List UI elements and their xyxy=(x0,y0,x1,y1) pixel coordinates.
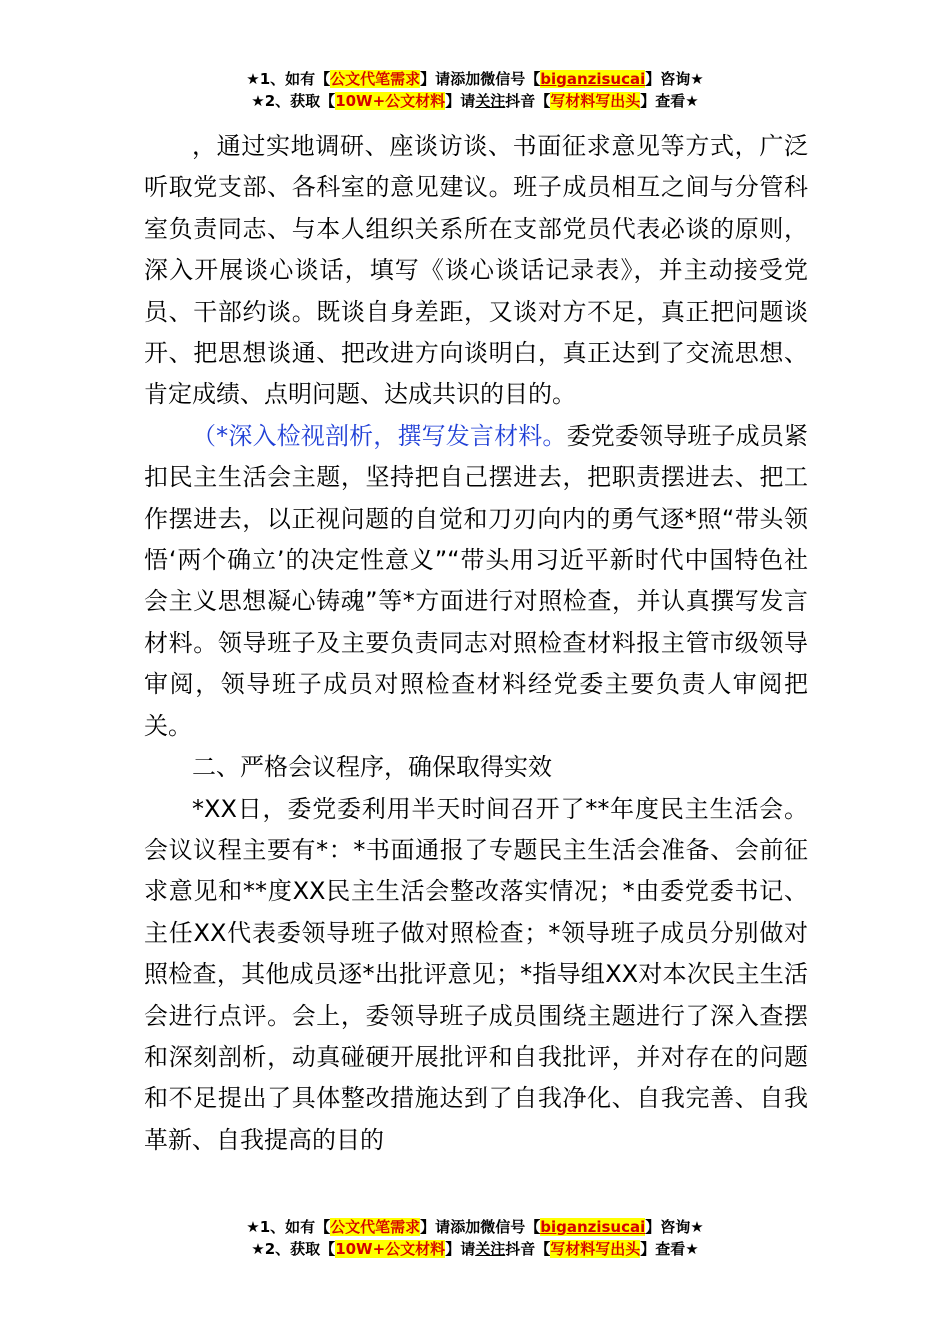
banner-text: ★2、获取【 xyxy=(251,1240,336,1258)
banner-line-1 xyxy=(0,68,950,90)
banner-wechat-id: biganzisucai xyxy=(540,70,646,88)
banner-text: ★2、获取【 xyxy=(251,92,336,110)
banner-highlight: 写材料写出头 xyxy=(550,92,641,110)
banner-line-2 xyxy=(0,1238,950,1260)
banner-text: 】请 xyxy=(420,70,451,88)
banner-text: 抖音【 xyxy=(505,92,551,110)
banner-text: 】请 xyxy=(445,1240,476,1258)
paragraph-2-heading: （*深入检视剖析，撰写发言材料。 xyxy=(192,421,567,450)
banner-line-1 xyxy=(0,1216,950,1238)
banner-highlight: 公文代笔需求 xyxy=(330,1218,421,1236)
banner-highlight: 10W+公文材料 xyxy=(335,1240,446,1258)
paragraph-1: ，通过实地调研、座谈访谈、书面征求意见等方式，广泛听取党支部、各科室的意见建议。班子成员相互之间与分管科室负责同志、与本人组织关系所在支部党员代表必谈的原则，深入开展谈心谈话，填写《谈心谈话记录表》，并主动接受党员、干部约谈。既谈自身差距，又谈对方不足，真正把问题谈开、把思想谈通、把改进方向谈明白，真正达到了交流思想、肯定成绩、点明问题、达成共识的目的。 xyxy=(144,132,808,409)
banner-text: 关注 xyxy=(475,1240,506,1258)
banner-text: 】咨询★ xyxy=(645,70,704,88)
banner-text: 添加 xyxy=(450,1218,481,1236)
banner-text: 】查看★ xyxy=(640,1240,699,1258)
banner-text: 抖音【 xyxy=(505,1240,551,1258)
paragraph-2-text: 委党委领导班子成员紧扣民主生活会主题，坚持把自己摆进去，把职责摆进去、把工作摆进去，以正视问题的自觉和刀刃向内的勇气逐*照“带头领悟‘两个确立’的决定性意义”“带头用习近平新时代中国特色社会主义思想凝心铸魂”等*方面进行对照检查，并认真撰写发言材料。领导班子及主要负责同志对照检查材料报主管市级领导审阅，领导班子成员对照检查材料经党委主要负责人审阅把关。 xyxy=(144,421,809,740)
paragraph-4: *XX日，委党委利用半天时间召开了**年度民主生活会。会议议程主要有*：*书面通报了专题民主生活会准备、会前征求意见和**度XX民主生活会整改落实情况；*由委党委书记、主任XX代表委领导班子做对照检查；*领导班子成员分别做对照检查，其他成员逐*出批评意见；*指导组XX对本次民主生活会进行点评。会上，委领导班子成员围绕主题进行了深入查摆和深刻剖析，动真碰硬开展批评和自我批评，并对存在的问题和不足提出了具体整改措施达到了自我净化、自我完善、自我革新、自我提高的目的 xyxy=(144,794,808,1154)
banner-text: 添加 xyxy=(450,70,481,88)
banner-line-2 xyxy=(0,90,950,112)
banner-highlight: 写材料写出头 xyxy=(550,1240,641,1258)
banner-highlight: 10W+公文材料 xyxy=(335,92,446,110)
header-banner xyxy=(0,68,950,112)
banner-text: 关注 xyxy=(475,92,506,110)
banner-text: ★1、如有【 xyxy=(246,1218,331,1236)
banner-highlight: 公文代笔需求 xyxy=(330,70,421,88)
banner-text: 微信号【 xyxy=(480,1218,541,1236)
banner-text: 微信号【 xyxy=(480,70,541,88)
banner-text: 】请 xyxy=(420,1218,451,1236)
footer-banner xyxy=(0,1216,950,1260)
paragraph-2 xyxy=(144,416,808,747)
document-body xyxy=(144,126,808,1161)
banner-text: 】查看★ xyxy=(640,92,699,110)
banner-text: ★1、如有【 xyxy=(246,70,331,88)
section-heading: 二、严格会议程序，确保取得实效 xyxy=(192,753,552,782)
banner-text: 】请 xyxy=(445,92,476,110)
banner-wechat-id: biganzisucai xyxy=(540,1218,646,1236)
banner-text: 】咨询★ xyxy=(645,1218,704,1236)
